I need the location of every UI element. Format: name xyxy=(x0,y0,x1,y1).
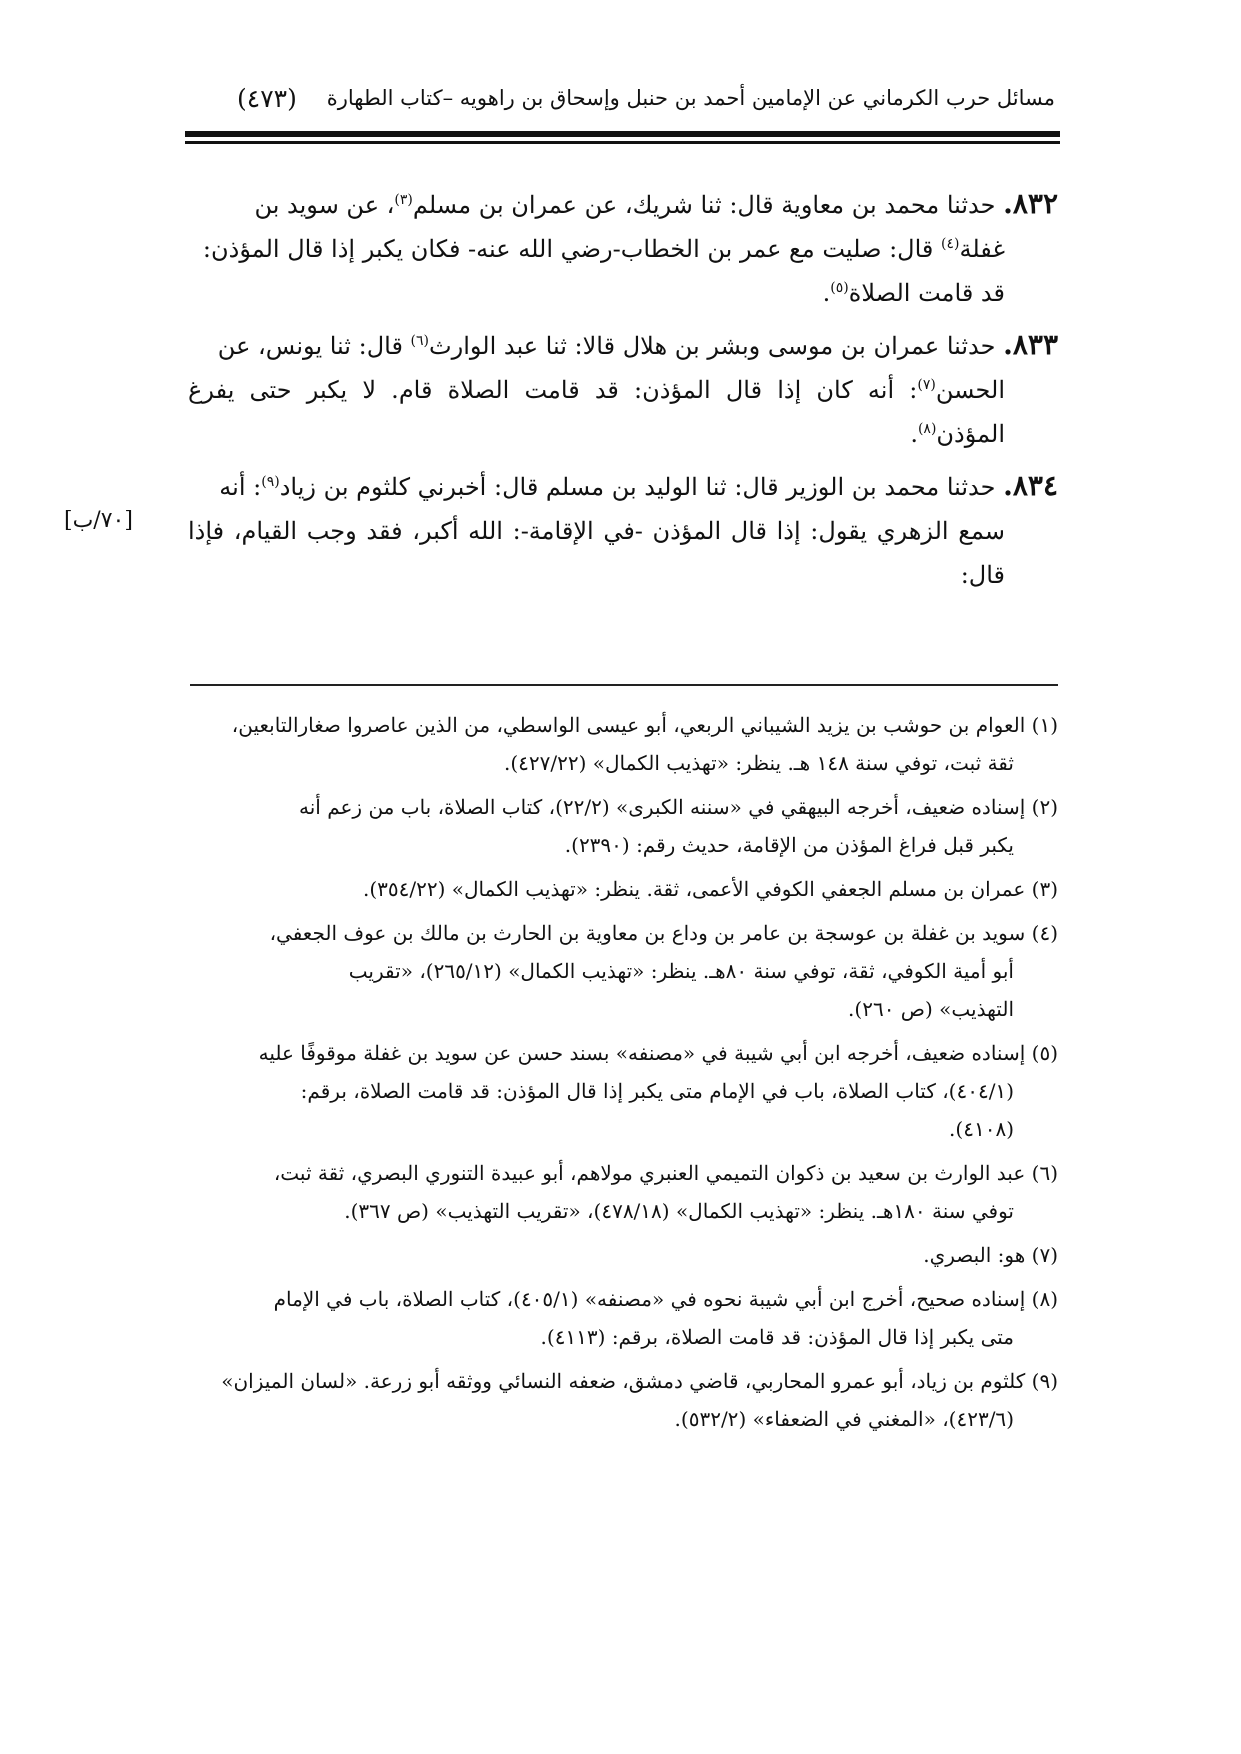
footnote-continuation: أبو أمية الكوفي، ثقة، توفي سنة ٨٠هـ. ينظر: «تهذيب الكمال» (٢٦٥/١٢)، «تقريب xyxy=(348,959,1014,983)
footnote-7 xyxy=(188,1236,1058,1274)
footnote-text: (٦) عبد الوارث بن سعيد بن ذكوان التميمي العنبري مولاهم، أبو عبيدة التنوري البصري، ثقة ثبت، xyxy=(273,1161,1058,1185)
footnote-3 xyxy=(188,870,1058,908)
footnote-separator xyxy=(190,684,1058,686)
footnote-9 xyxy=(188,1362,1058,1438)
footnote-text: (٣) عمران بن مسلم الجعفي الكوفي الأعمى، ثقة. ينظر: «تهذيب الكمال» (٣٥٤/٢٢). xyxy=(362,877,1058,901)
footnote-text: (٩) كلثوم بن زياد، أبو عمرو المحاربي، قاضي دمشق، ضعفه النسائي ووثقه أبو زرعة. «لسان الميزان» xyxy=(221,1369,1058,1393)
footnote-continuation: توفي سنة ١٨٠هـ. ينظر: «تهذيب الكمال» (٤٧٨/١٨)، «تقريب التهذيب» (ص ٣٦٧). xyxy=(344,1199,1014,1223)
running-title: مسائل حرب الكرماني عن الإمامين أحمد بن حنبل وإسحاق بن راهويه –كتاب الطهارة xyxy=(326,86,1055,110)
footnote-ref[interactable]: (٥) xyxy=(830,280,849,296)
footnote-ref[interactable]: (٤) xyxy=(941,236,960,252)
footnote-continuation: يكبر قبل فراغ المؤذن من الإقامة، حديث رقم: (٢٣٩٠). xyxy=(564,833,1014,857)
footnote-ref[interactable]: (٨) xyxy=(917,421,937,437)
footnote-continuation: (٤٢٣/٦)، «المغني في الضعفاء» (٥٣٢/٢). xyxy=(674,1407,1014,1431)
footnote-continuation: التهذيب» (ص ٢٦٠). xyxy=(848,997,1014,1021)
paragraph-number: ٨٣٣. xyxy=(1003,328,1058,361)
main-text xyxy=(188,182,1058,597)
footnote-text: (٨) إسناده صحيح، أخرج ابن أبي شيبة نحوه في «مصنفه» (٤٠٥/١)، كتاب الصلاة، باب في الإمام xyxy=(273,1287,1058,1311)
footnote-text: (٤) سويد بن غفلة بن عوسجة بن عامر بن وداع بن معاوية بن الحارث بن مالك بن عوف الجعفي، xyxy=(269,921,1058,945)
footnote-5 xyxy=(188,1034,1058,1148)
footnote-2 xyxy=(188,788,1058,864)
footnote-ref[interactable]: (٦) xyxy=(410,333,430,349)
footnote-4 xyxy=(188,914,1058,1028)
footnote-8 xyxy=(188,1280,1058,1356)
header-rule-thick xyxy=(185,131,1060,137)
footnote-continuation: ثقة ثبت، توفي سنة ١٤٨ هـ. ينظر: «تهذيب الكمال» (٤٢٧/٢٢). xyxy=(503,751,1014,775)
paragraph-833: ٨٣٣. حدثنا عمران بن موسى وبشر بن هلال قالا: ثنا عبد الوارث$^{(٦)}$ قال: ثنا يونس، عن الحسن$^{(٧)}$: أنه كان إذا قال المؤذن: قد قامت الصلاة قام. لا يكبر حتى يفرغ المؤذن$^{(٨)}$. xyxy=(188,328,1058,448)
footnote-ref[interactable]: (٧) xyxy=(917,377,936,393)
footnote-6 xyxy=(188,1154,1058,1230)
footnote-text: (١) العوام بن حوشب بن يزيد الشيباني الربعي، أبو عيسى الواسطي، من الذين عاصروا صغارالتابعين، xyxy=(231,713,1058,737)
folio-margin-note: [٧٠/ب] xyxy=(64,508,133,533)
footnote-1 xyxy=(188,706,1058,782)
footnote-continuation: متى يكبر إذا قال المؤذن: قد قامت الصلاة، برقم: (٤١١٣). xyxy=(540,1325,1014,1349)
paragraph-834: ٨٣٤. حدثنا محمد بن الوزير قال: ثنا الوليد بن مسلم قال: أخبرني كلثوم بن زياد$^{(٩)}$: أنه سمع الزهري يقول: إذا قال المؤذن -في الإقامة-: الله أكبر، فقد وجب القيام، فإذا قال: xyxy=(188,469,1058,589)
paragraph-number: ٨٣٤. xyxy=(1003,469,1058,502)
footnote-continuation: (٤٠٤/١)، كتاب الصلاة، باب في الإمام متى يكبر إذا قال المؤذن: قد قامت الصلاة، برقم: xyxy=(300,1079,1014,1103)
footnote-ref[interactable]: (٩) xyxy=(261,474,280,490)
footnote-ref[interactable]: (٣) xyxy=(394,192,413,208)
page-header xyxy=(195,86,1055,126)
paragraph-832: ٨٣٢. حدثنا محمد بن معاوية قال: ثنا شريك، عن عمران بن مسلم$^{(٣)}$، عن سويد بن غفلة$^{(٤)}$ قال: صليت مع عمر بن الخطاب-رضي الله عنه- فكان يكبر إذا قال المؤذن: قد قامت الصلاة$^{(٥)}$. xyxy=(202,187,1058,307)
footnote-text: (٧) هو: البصري. xyxy=(923,1243,1058,1267)
footnote-continuation: (٤١٠٨). xyxy=(949,1117,1014,1141)
header-rule-thin xyxy=(185,141,1060,144)
footnotes xyxy=(188,706,1058,1444)
footnote-text: (٢) إسناده ضعيف، أخرجه البيهقي في «سننه الكبرى» (٢٢/٢)، كتاب الصلاة، باب من زعم أنه xyxy=(298,795,1058,819)
footnote-text: (٥) إسناده ضعيف، أخرجه ابن أبي شيبة في «مصنفه» بسند حسن عن سويد بن غفلة موقوفًا عليه xyxy=(258,1041,1058,1065)
paragraph-number: ٨٣٢. xyxy=(1003,187,1058,220)
page-number: (٤٧٣) xyxy=(237,84,297,113)
